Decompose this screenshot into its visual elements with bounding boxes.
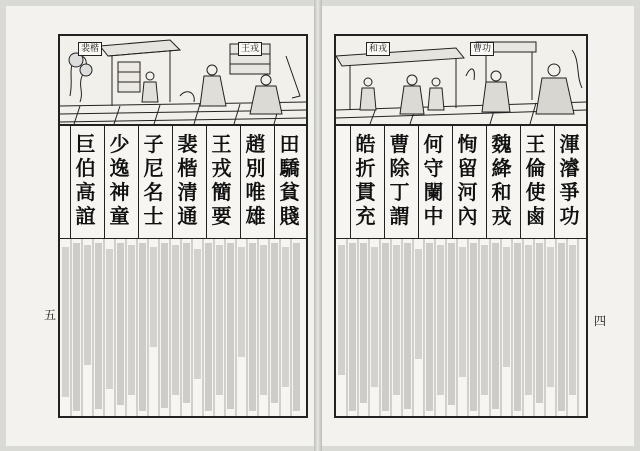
right-title-1: 渾 濬 爭 功 [554,126,584,238]
right-title-5: 何 守 闌 中 [418,126,448,238]
right-title-7: 皓 折 貫 充 [350,126,380,238]
left-title-6: 少 逸 神 童 [104,126,134,238]
right-illustration [336,36,586,126]
left-page-frame [58,34,308,418]
left-title-1: 田 驕 貧 賤 [274,126,304,238]
left-title-4: 裴 楷 清 通 [172,126,202,238]
right-commentary-block [336,239,586,416]
left-illustration [60,36,306,126]
left-commentary-block [60,239,306,416]
left-caption-right: 王戎 [238,42,262,56]
right-title-3: 魏 絳 和 戎 [486,126,516,238]
right-title-2: 王 倫 使 鹵 [520,126,550,238]
right-title-row [336,126,586,239]
left-title-7: 巨 伯 高 誼 [70,126,100,238]
left-title-2: 趙 別 唯 雄 [240,126,270,238]
right-page-number: 四 [594,314,607,328]
left-title-5: 子 尼 名 士 [138,126,168,238]
right-title-4: 恂 留 河 內 [452,126,482,238]
left-caption-left: 裴楷 [78,42,102,56]
right-page-frame [334,34,588,418]
left-page-number: 五 [44,308,57,322]
right-caption-left: 和戎 [366,42,390,56]
right-title-6: 曹 除 丁 謂 [384,126,414,238]
book-gutter [314,0,322,451]
left-page [6,6,314,446]
right-page [322,6,634,446]
left-title-3: 王 戎 簡 要 [206,126,236,238]
left-commentary-lines [60,239,306,416]
right-commentary-lines [336,239,586,416]
left-title-row [60,126,306,239]
right-caption-right: 曹功 [470,42,494,56]
